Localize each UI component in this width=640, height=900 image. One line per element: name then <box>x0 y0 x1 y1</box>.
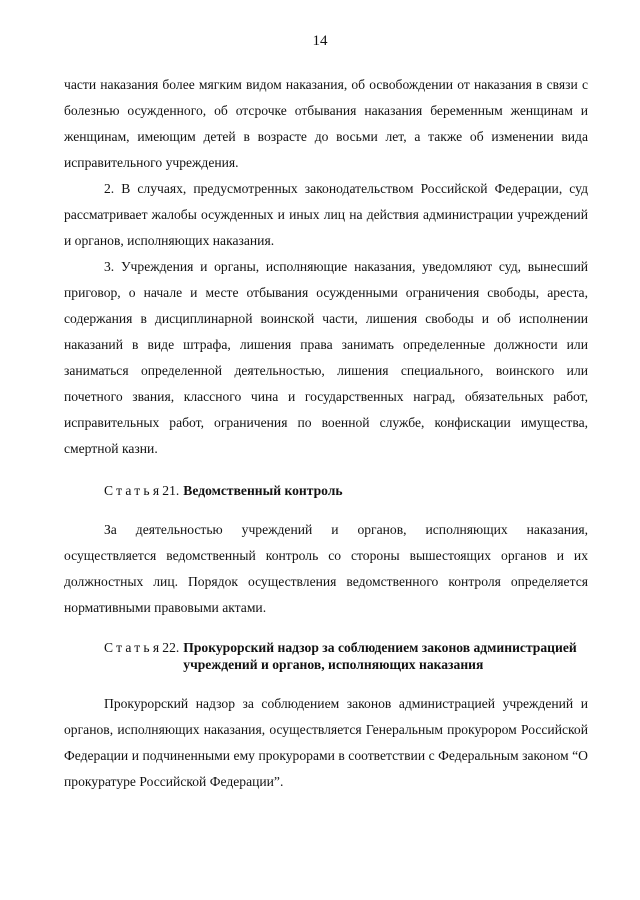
document-body <box>64 72 588 795</box>
article-label: Статья <box>104 640 163 655</box>
article-21-heading <box>64 482 588 499</box>
article-number: 21. <box>162 483 180 498</box>
article-number: 22. <box>162 640 180 655</box>
article-label: Статья <box>104 483 163 498</box>
article-title: Прокурорский надзор за соблюдением законов администрацией учреждений и органов, исполняющих наказания <box>183 640 577 672</box>
article-title: Ведомственный контроль <box>183 483 343 498</box>
paragraph-item-3: 3. Учреждения и органы, исполняющие наказания, уведомляют суд, вынесший приговор, о начале и месте отбывания осужденными ограничения свободы, ареста, содержания в дисциплинарной воинской части, лишения свободы и об исполнении наказаний в виде штрафа, лишения права занимать определенные должности или заниматься определенной деятельностью, лишения специального, воинского или почетного звания, классного чина и государственных наград, обязательных работ, исправительных работ, ограничения по военной службе, конфискации имущества, смертной казни. <box>64 259 588 456</box>
article-21-text: За деятельностью учреждений и органов, исполняющих наказания, осуществляется ведомственный контроль со стороны вышестоящих органов и их должностных лиц. Порядок осуществления ведомственного контроля определяется нормативными правовыми актами. <box>64 522 588 615</box>
article-22-heading <box>64 639 588 673</box>
paragraph-item-2: 2. В случаях, предусмотренных законодательством Российской Федерации, суд рассматривает жалобы осужденных и иных лиц на действия администрации учреждений и органов, исполняющих наказания. <box>64 181 588 248</box>
article-22-text: Прокурорский надзор за соблюдением законов администрацией учреждений и органов, исполняющих наказания, осуществляется Генеральным прокурором Российской Федерации и подчиненными ему прокурорами в соответствии с Федеральным законом “О прокуратуре Российской Федерации”. <box>64 696 588 789</box>
paragraph-continuation: части наказания более мягким видом наказания, об освобождении от наказания в связи с болезнью осужденного, об отсрочке отбывания наказания беременным женщинам и женщинам, имеющим детей в возрасте до восьми лет, а также об изменении вида исправительного учреждения. <box>64 77 588 170</box>
page-number: 14 <box>312 33 328 49</box>
